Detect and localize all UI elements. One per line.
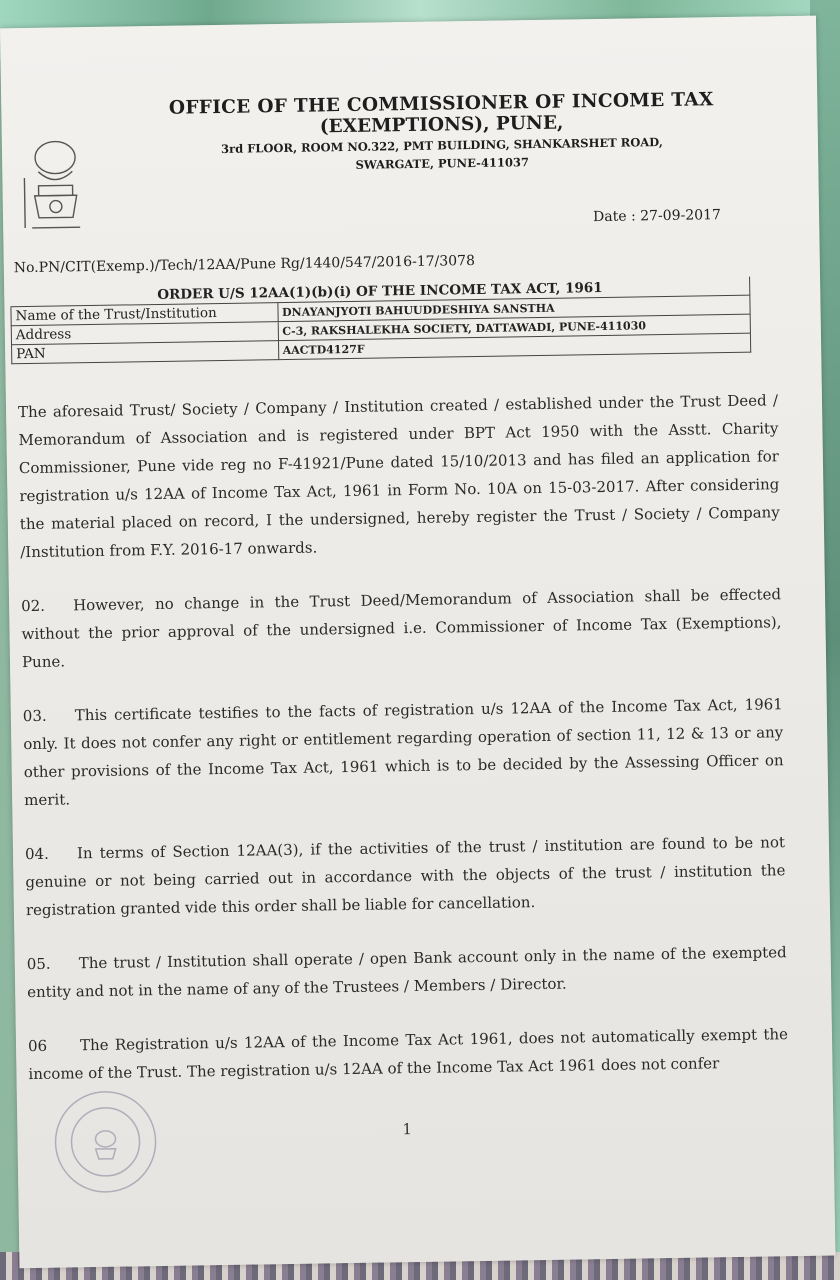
paragraph-text: However, no change in the Trust Deed/Memorandum of Association shall be effected without the prior approval of the undersigned i.e. Commissioner of Income Tax (Exemptions), Pune. (21, 585, 782, 672)
page-number: 1 (402, 1120, 413, 1139)
paragraph-number: 06 (27, 1036, 48, 1056)
office-header (161, 89, 722, 176)
office-address-line2: SWARGATE, PUNE-411037 (355, 155, 529, 172)
paragraph-text: The trust / Institution shall operate / open Bank account only in the name of the exempted entity and not in the name of any of the Trustees / Members / Director. (27, 943, 787, 1002)
paragraph-text: The Registration u/s 12AA of the Income Tax Act 1961, does not automatically exempt the income of the Trust. The registration u/s 12AA of the Income Tax Act 1961 does not confer (28, 1025, 789, 1084)
paragraph-04 (25, 828, 786, 924)
office-title: OFFICE OF THE COMMISSIONER OF INCOME TAX (168, 89, 714, 119)
document-page (0, 16, 835, 1269)
paragraph-text: In terms of Section 12AA(3), if the activities of the trust / institution are found to be not genuine or not being carried out in accordance with the objects of the trust / institution the registration granted vide this order shall be liable for cancellation. (25, 833, 786, 920)
trust-info-table (10, 277, 751, 365)
paragraph-number: 02. (20, 596, 46, 616)
reference-number: No.PN/CIT(Exemp.)/Tech/12AA/Pune Rg/1440/547/2016-17/3078 (13, 252, 476, 277)
order-body (18, 386, 789, 1114)
paragraph-text: This certificate testifies to the facts of registration u/s 12AA of the Income Tax Act, 1961 only. It does not confer any right or entitlement regarding operation of section 11, 12 & 13 or any other provisions of the Income Tax Act, 1961 which is to be decided by the Assessing Officer on merit. (23, 695, 784, 810)
table-value: C-3, RAKSHALEKHA SOCIETY, DATTAWADI, PUNE-411030 (278, 314, 751, 340)
order-date: Date : 27-09-2017 (592, 207, 722, 226)
paragraph-number: 04. (24, 844, 50, 864)
table-value: AACTD4127F (278, 333, 751, 359)
paragraph-number: 03. (22, 706, 47, 726)
table-label: Address (11, 322, 278, 345)
paragraph-03 (23, 690, 785, 814)
table-value: DNAYANJYOTI BAHUUDDESHIYA SANSTHA (277, 295, 750, 321)
paragraph-number: 05. (26, 954, 51, 974)
office-seal-stamp-icon (45, 1086, 167, 1198)
national-emblem-icon (16, 127, 96, 243)
paragraph-05 (27, 938, 788, 1006)
table-label: PAN (12, 341, 279, 364)
paragraph-02 (21, 580, 782, 676)
paragraph-01: The aforesaid Trust/ Society / Company / Institution created / established under the Trust Deed / Memorandum of Association and is registered under BPT Act 1950 with the Asstt. Charity Commissioner, Pune vide reg no F-41921/Pune dated 15/10/2013 and has filed an application for registration u/s 12AA of Income Tax Act, 1961 in Form No. 10A on 15-03-2017. After considering the material placed on record, I the undersigned, hereby register the Trust / Society / Company /Institution from F.Y. 2016-17 onwards. (17, 391, 780, 562)
office-address-line1: 3rd FLOOR, ROOM NO.322, PMT BUILDING, SHANKARSHET ROAD, (220, 135, 663, 156)
order-title: ORDER U/S 12AA(1)(b)(i) OF THE INCOME TAX ACT, 1961 (11, 277, 750, 307)
paragraph-06 (28, 1020, 789, 1088)
office-subtitle: (EXEMPTIONS), PUNE, (319, 112, 564, 138)
table-label: Name of the Trust/Institution (11, 303, 278, 326)
